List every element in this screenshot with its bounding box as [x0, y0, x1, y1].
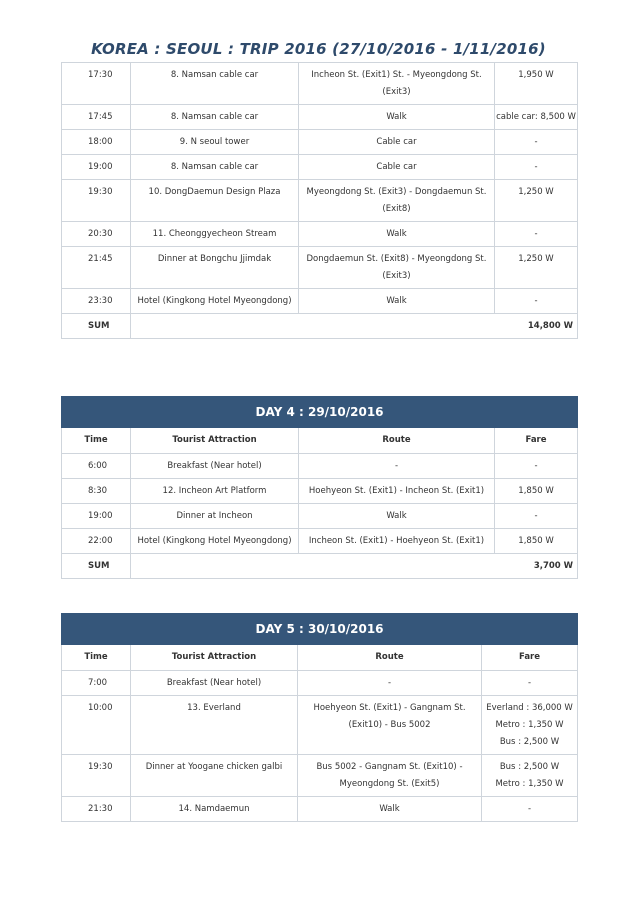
fare-cell	[495, 247, 578, 289]
fare-line: Everland : 36,000 W	[486, 703, 573, 713]
sum-value: 3,700 W	[131, 554, 578, 579]
attraction-cell: Hotel (Kingkong Hotel Myeongdong)	[131, 529, 299, 554]
route-cell: Dongdaemun St. (Exit8) - Myeongdong St. (Exit3)	[299, 247, 495, 289]
day4-itinerary-table	[61, 396, 578, 579]
column-header-time: Time	[62, 645, 131, 671]
table-row	[62, 155, 578, 180]
time-cell: 19:30	[62, 755, 131, 797]
time-cell: 6:00	[62, 454, 131, 479]
time-cell: 10:00	[62, 696, 131, 755]
fare-cell	[495, 63, 578, 105]
table-row	[62, 479, 578, 504]
fare-line: -	[527, 678, 532, 688]
table-row	[62, 130, 578, 155]
table-row	[62, 504, 578, 529]
attraction-cell: Breakfast (Near hotel)	[131, 671, 298, 696]
fare-cell	[495, 155, 578, 180]
route-cell: Cable car	[299, 130, 495, 155]
attraction-cell: 14. Namdaemun	[131, 797, 298, 822]
attraction-cell: 13. Everland	[131, 696, 298, 755]
attraction-cell: 10. DongDaemun Design Plaza	[131, 180, 299, 222]
sum-label: SUM	[62, 554, 131, 579]
attraction-cell: Breakfast (Near hotel)	[131, 454, 299, 479]
fare-cell	[482, 671, 578, 696]
fare-line: Bus : 2,500 W	[499, 737, 560, 747]
attraction-cell: Dinner at Yoogane chicken galbi	[131, 755, 298, 797]
fare-cell	[482, 755, 578, 797]
fare-line: 1,850 W	[518, 536, 554, 546]
time-cell: 19:30	[62, 180, 131, 222]
time-cell: 17:30	[62, 63, 131, 105]
table-row	[62, 671, 578, 696]
time-cell: 19:00	[62, 504, 131, 529]
fare-cell	[495, 222, 578, 247]
table-row	[62, 180, 578, 222]
fare-cell	[495, 479, 578, 504]
route-cell: Walk	[298, 797, 482, 822]
table-row	[62, 105, 578, 130]
route-cell: Hoehyeon St. (Exit1) - Gangnam St. (Exit10) - Bus 5002	[298, 696, 482, 755]
table-row	[62, 454, 578, 479]
fare-line: -	[534, 137, 538, 147]
route-cell: Walk	[299, 222, 495, 247]
attraction-cell: 8. Namsan cable car	[131, 105, 299, 130]
day5-itinerary-table	[61, 613, 578, 822]
table-row	[62, 289, 578, 314]
attraction-cell: 11. Cheonggyecheon Stream	[131, 222, 299, 247]
day3-itinerary-table	[61, 62, 578, 339]
column-header-time: Time	[62, 428, 131, 454]
route-cell: Bus 5002 - Gangnam St. (Exit10) - Myeongdong St. (Exit5)	[298, 755, 482, 797]
time-cell: 22:00	[62, 529, 131, 554]
time-cell: 18:00	[62, 130, 131, 155]
route-cell: Cable car	[299, 155, 495, 180]
route-cell: Incheon St. (Exit1) - Hoehyeon St. (Exit1)	[299, 529, 495, 554]
table-row	[62, 247, 578, 289]
day4-heading: DAY 4 : 29/10/2016	[62, 397, 578, 428]
time-cell: 21:45	[62, 247, 131, 289]
sum-label: SUM	[62, 314, 131, 339]
fare-cell	[495, 289, 578, 314]
time-cell: 19:00	[62, 155, 131, 180]
route-cell: -	[299, 454, 495, 479]
fare-cell	[495, 105, 578, 130]
attraction-cell: 8. Namsan cable car	[131, 63, 299, 105]
fare-cell	[482, 797, 578, 822]
fare-line: -	[527, 804, 532, 814]
time-cell: 7:00	[62, 671, 131, 696]
table-row	[62, 797, 578, 822]
column-header-route: Route	[299, 428, 495, 454]
route-cell: Myeongdong St. (Exit3) - Dongdaemun St. (Exit8)	[299, 180, 495, 222]
column-header-attraction: Tourist Attraction	[131, 645, 298, 671]
sum-row	[62, 314, 578, 339]
route-cell: Walk	[299, 105, 495, 130]
time-cell: 8:30	[62, 479, 131, 504]
column-header-route: Route	[298, 645, 482, 671]
column-header-fare: Fare	[482, 645, 578, 671]
attraction-cell: Dinner at Bongchu Jjimdak	[131, 247, 299, 289]
time-cell: 20:30	[62, 222, 131, 247]
attraction-cell: 9. N seoul tower	[131, 130, 299, 155]
fare-line: 1,250 W	[518, 187, 554, 197]
fare-cell	[495, 130, 578, 155]
time-cell: 23:30	[62, 289, 131, 314]
route-cell: Incheon St. (Exit1) St. - Myeongdong St. (Exit3)	[299, 63, 495, 105]
table-row	[62, 63, 578, 105]
route-cell: Walk	[299, 504, 495, 529]
column-header-attraction: Tourist Attraction	[131, 428, 299, 454]
attraction-cell: 12. Incheon Art Platform	[131, 479, 299, 504]
fare-line: -	[534, 162, 538, 172]
fare-line: -	[534, 461, 538, 471]
time-cell: 21:30	[62, 797, 131, 822]
fare-line: Metro : 1,350 W	[495, 779, 564, 789]
column-header-fare: Fare	[495, 428, 578, 454]
route-cell: Hoehyeon St. (Exit1) - Incheon St. (Exit1)	[299, 479, 495, 504]
time-cell: 17:45	[62, 105, 131, 130]
fare-cell	[495, 504, 578, 529]
fare-line: Bus : 2,500 W	[499, 762, 560, 772]
route-cell: -	[298, 671, 482, 696]
fare-line: -	[534, 229, 538, 239]
attraction-cell: 8. Namsan cable car	[131, 155, 299, 180]
fare-cell	[495, 454, 578, 479]
fare-line: 1,850 W	[518, 486, 554, 496]
fare-line: Metro : 1,350 W	[495, 720, 564, 730]
route-cell: Walk	[299, 289, 495, 314]
fare-cell	[482, 696, 578, 755]
fare-cell	[495, 180, 578, 222]
fare-line: -	[534, 511, 538, 521]
table-row	[62, 529, 578, 554]
fare-line: 1,250 W	[518, 254, 554, 264]
sum-row	[62, 554, 578, 579]
fare-line: cable car: 8,500 W	[496, 112, 576, 122]
fare-line: -	[534, 296, 538, 306]
fare-cell	[495, 529, 578, 554]
fare-line: 1,950 W	[518, 70, 554, 80]
table-row	[62, 755, 578, 797]
attraction-cell: Hotel (Kingkong Hotel Myeongdong)	[131, 289, 299, 314]
table-row	[62, 222, 578, 247]
attraction-cell: Dinner at Incheon	[131, 504, 299, 529]
page-title: KOREA : SEOUL : TRIP 2016 (27/10/2016 - 1/11/2016)	[91, 40, 546, 58]
sum-value: 14,800 W	[131, 314, 578, 339]
table-row	[62, 696, 578, 755]
day5-heading: DAY 5 : 30/10/2016	[62, 614, 578, 645]
